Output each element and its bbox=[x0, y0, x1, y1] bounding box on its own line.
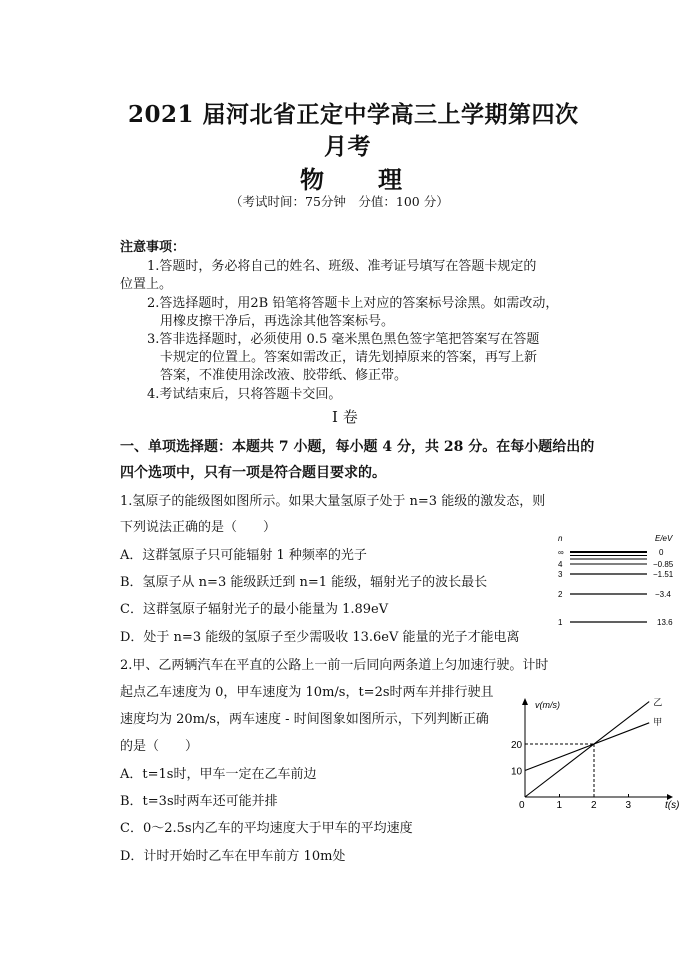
y-tick-label: 10 bbox=[511, 766, 523, 778]
subject-title: 物 理 bbox=[300, 165, 404, 194]
diagram-level-n: 3 bbox=[558, 570, 563, 579]
question-2-option-d: D．计时开始时乙车在甲车前方 10m处 bbox=[120, 849, 346, 864]
diagram-level-n: 1 bbox=[558, 618, 563, 627]
question-1-stem: 1.氢原子的能级图如图所示。如果大量氢原子处于 n=3 能级的激发态，则 bbox=[120, 494, 546, 509]
page-title: 2021 届河北省正定中学高三上学期第四次 bbox=[128, 101, 579, 128]
x-tick-label: 2 bbox=[591, 800, 597, 811]
diagram-level-e: 13.6 bbox=[657, 618, 673, 627]
diagram-level-n: ∞ bbox=[558, 548, 564, 557]
question-2-stem-line4: 的是（ ） bbox=[120, 739, 199, 754]
notes-item: 2.答选择题时，用2B 铅笔将答题卡上对应的答案标号涂黑。如需改动， bbox=[147, 296, 559, 311]
section-heading-line2: 四个选项中，只有一项是符合题目要求的。 bbox=[120, 465, 386, 481]
y-axis-label: v(m/s) bbox=[535, 700, 560, 710]
question-2-stem-line2: 起点乙车速度为 0，甲车速度为 10m/s，t=2s时两车并排行驶且 bbox=[120, 685, 494, 700]
question-1-option-a: A．这群氢原子只可能辐射 1 种频率的光子 bbox=[120, 548, 367, 563]
question-1-stem-line2: 下列说法正确的是（ ） bbox=[120, 520, 277, 535]
diagram-level-e: −0.85 bbox=[653, 560, 674, 569]
series-label: 乙 bbox=[653, 697, 663, 708]
notes-item: 用橡皮擦干净后，再选涂其他答案标号。 bbox=[160, 314, 395, 329]
series-line bbox=[525, 723, 649, 771]
question-2-option-a: A．t=1s时，甲车一定在乙车前边 bbox=[120, 767, 317, 782]
diagram-level-e: 0 bbox=[659, 548, 664, 557]
x-tick-label: 1 bbox=[556, 800, 563, 811]
page-title-line2: 月考 bbox=[324, 133, 371, 160]
notes-item: 卡规定的位置上。答案如需改正，请先划掉原来的答案，再写上新 bbox=[160, 350, 538, 365]
question-1-option-b: B．氢原子从 n=3 能级跃迁到 n=1 能级，辐射光子的波长最长 bbox=[120, 575, 488, 590]
question-1-option-c: C．这群氢原子辐射光子的最小能量为 1.89eV bbox=[120, 602, 389, 617]
energy-level-diagram bbox=[555, 530, 685, 635]
notes-item: 答案，不准使用涂改液、胶带纸、修正带。 bbox=[160, 368, 408, 383]
x-axis-label: t(s) bbox=[665, 800, 680, 811]
diagram-n-label: n bbox=[558, 534, 563, 543]
volume-heading: I 卷 bbox=[332, 408, 358, 426]
x-tick-label: 0 bbox=[519, 800, 525, 811]
notes-item: 1.答题时，务必将自己的姓名、班级、准考证号填写在答题卡规定的 bbox=[147, 259, 537, 274]
diagram-level-n: 4 bbox=[558, 560, 563, 569]
notes-item: 4.考试结束后，只将答题卡交回。 bbox=[147, 387, 342, 402]
series-line bbox=[525, 702, 649, 797]
notes-item: 3.答非选择题时，必须使用 0.5 毫米黑色黑色签字笔把答案写在答题 bbox=[147, 332, 540, 347]
notes-item: 位置上。 bbox=[120, 277, 173, 292]
x-tick-label: 3 bbox=[625, 800, 632, 811]
question-2-option-c: C．0～2.5s内乙车的平均速度大于甲车的平均速度 bbox=[120, 821, 413, 836]
question-1-option-d: D．处于 n=3 能级的氢原子至少需吸收 13.6eV 能量的光子才能电离 bbox=[120, 630, 520, 645]
question-2-stem-line3: 速度均为 20m/s，两车速度 - 时间图象如图所示，下列判断正确 bbox=[120, 712, 489, 727]
velocity-time-chart bbox=[505, 695, 690, 813]
series-label: 甲 bbox=[653, 716, 663, 727]
diagram-level-e: −1.51 bbox=[653, 570, 674, 579]
diagram-e-label: E/eV bbox=[655, 534, 673, 543]
diagram-level-e: −3.4 bbox=[655, 590, 671, 599]
question-2-stem: 2.甲、乙两辆汽车在平直的公路上一前一后同向两条道上匀加速行驶。计时 bbox=[120, 658, 549, 673]
section-heading: 一、单项选择题：本题共 7 小题，每小题 4 分，共 28 分。在每小题给出的 bbox=[120, 439, 595, 455]
exam-info: （考试时间：75分钟 分值：100 分） bbox=[230, 194, 449, 209]
notes-heading: 注意事项： bbox=[120, 240, 186, 255]
question-2-option-b: B．t=3s时两车还可能并排 bbox=[120, 794, 278, 809]
y-tick-label: 20 bbox=[511, 740, 523, 751]
diagram-level-n: 2 bbox=[558, 590, 563, 599]
y-axis-arrow bbox=[522, 698, 528, 705]
